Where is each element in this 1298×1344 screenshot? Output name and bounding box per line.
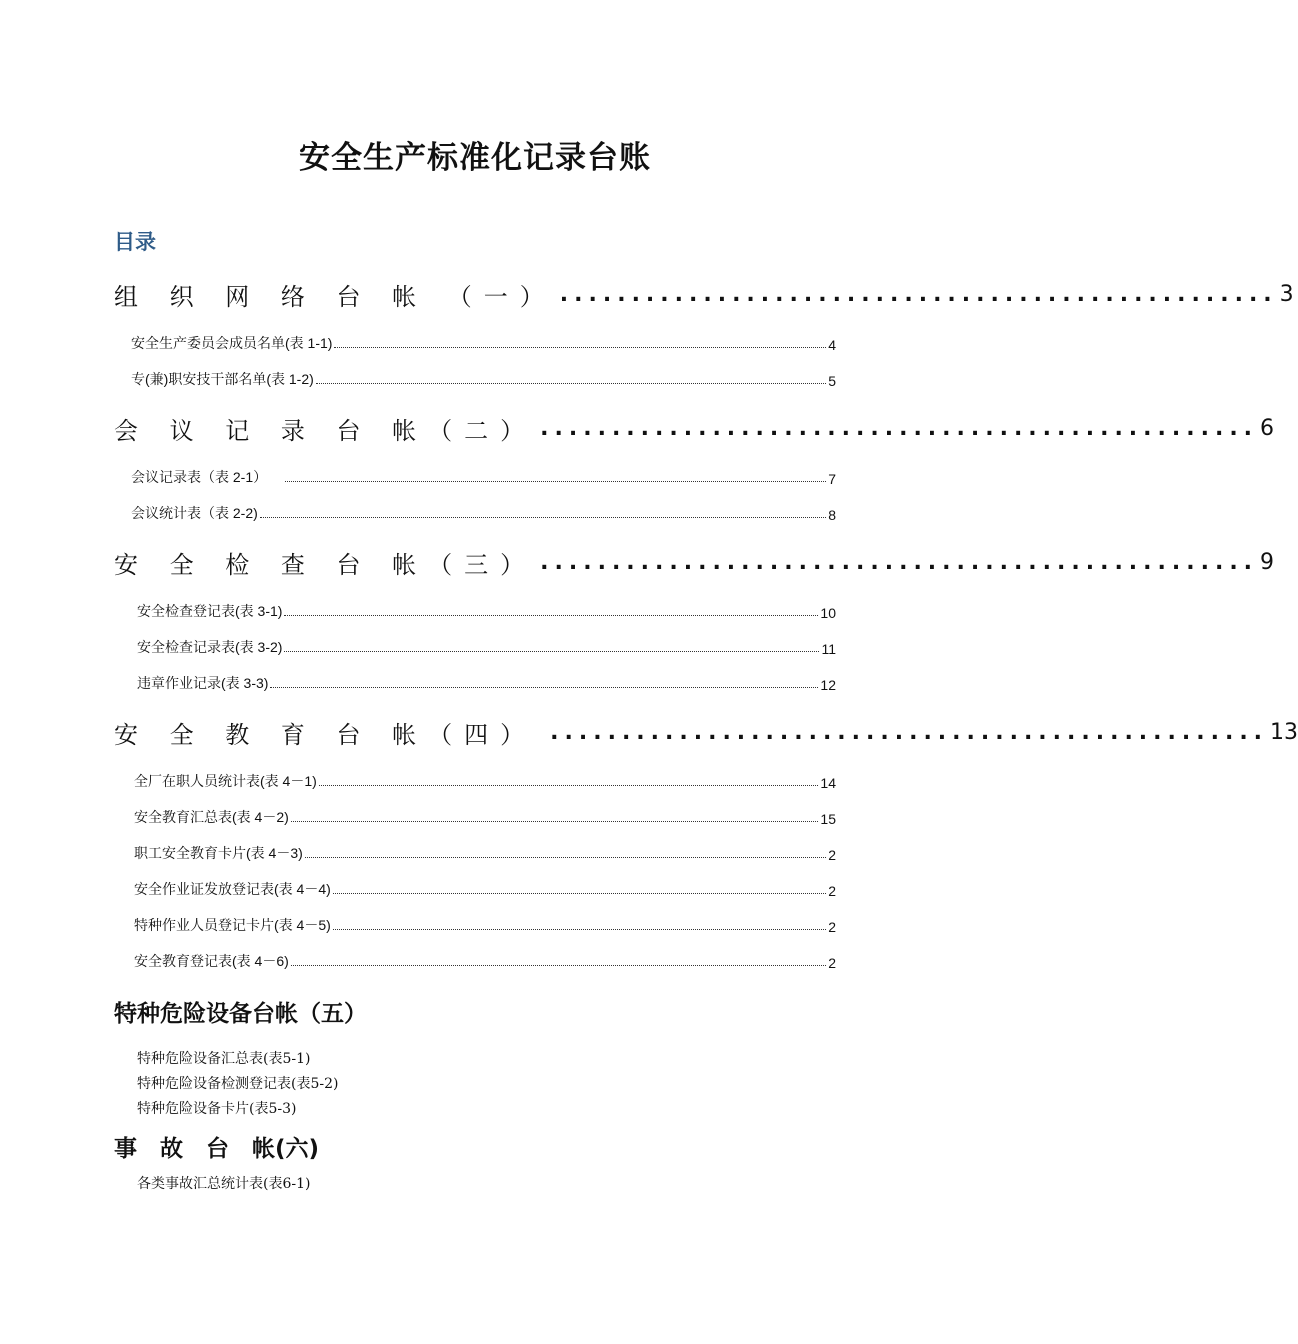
toc-entry-page: 2 (828, 847, 836, 863)
toc-entry-label: 安全检查记录表(表 3-2) (137, 639, 283, 655)
toc-section-page: 6 (1260, 415, 1275, 441)
toc-section-page: 3 (1279, 281, 1294, 307)
toc-item-5-3[interactable]: 特种危险设备卡片(表5-3) (137, 1101, 297, 1117)
dot-leader (316, 382, 826, 384)
toc-section-2[interactable] (114, 410, 1275, 446)
toc-heading: 目录 (114, 230, 156, 254)
toc-entry-4-1[interactable] (134, 769, 836, 791)
toc-entry-page: 2 (828, 955, 836, 971)
toc-entry-page: 12 (820, 677, 836, 693)
toc-section-label: 组 织 网 络 台 帐 （一） (114, 282, 556, 311)
dot-leader (291, 820, 819, 822)
toc-entry-page: 5 (828, 373, 836, 389)
dot-leader: .................................................. (550, 719, 1269, 745)
toc-section-label: 安 全 检 查 台 帐（三） (114, 550, 537, 579)
toc-section-3[interactable] (114, 544, 1275, 580)
toc-entry-1-1[interactable] (131, 331, 836, 353)
toc-entry-label: 安全教育登记表(表 4－6) (134, 953, 289, 969)
toc-entry-4-4[interactable] (134, 877, 836, 899)
toc-entry-label: 安全生产委员会成员名单(表 1-1) (131, 335, 333, 351)
toc-entry-page: 10 (820, 605, 836, 621)
toc-section-1[interactable] (114, 276, 1294, 312)
dot-leader: .................................................. (540, 415, 1259, 441)
toc-item-5-1[interactable]: 特种危险设备汇总表(表5-1) (137, 1051, 311, 1067)
toc-entry-label: 安全作业证发放登记表(表 4－4) (134, 881, 331, 897)
toc-entry-label: 安全教育汇总表(表 4－2) (134, 809, 289, 825)
dot-leader (284, 650, 819, 652)
dot-leader (334, 346, 826, 348)
toc-entry-label: 专(兼)职安技干部名单(表 1-2) (131, 371, 314, 387)
toc-entry-4-2[interactable] (134, 805, 836, 827)
toc-item-5-2[interactable]: 特种危险设备检测登记表(表5-2) (137, 1076, 339, 1092)
dot-leader (291, 964, 826, 966)
dot-leader: .................................................. (540, 549, 1259, 575)
toc-section-page: 9 (1260, 549, 1275, 575)
dot-leader (319, 784, 819, 786)
toc-entry-3-3[interactable] (137, 671, 836, 693)
dot-leader: .................................................. (559, 281, 1278, 307)
toc-section-5[interactable]: 特种危险设备台帐（五） (114, 1001, 367, 1027)
toc-entry-label: 违章作业记录(表 3-3) (137, 675, 269, 691)
dot-leader (333, 928, 826, 930)
toc-entry-page: 4 (828, 337, 836, 353)
toc-entry-page: 7 (828, 471, 836, 487)
toc-entry-label: 会议统计表（表 2-2) (131, 505, 258, 521)
toc-entry-page: 8 (828, 507, 836, 523)
toc-entry-label: 全厂在职人员统计表(表 4－1) (134, 773, 317, 789)
toc-section-6[interactable]: 事 故 台 帐(六) (114, 1136, 320, 1162)
toc-entry-page: 2 (828, 883, 836, 899)
toc-entry-4-3[interactable] (134, 841, 836, 863)
toc-section-label: 安 全 教 育 台 帐（四） (114, 720, 537, 749)
toc-entry-page: 15 (820, 811, 836, 827)
dot-leader (284, 614, 818, 616)
dot-leader (270, 686, 818, 688)
toc-entry-label: 职工安全教育卡片(表 4－3) (134, 845, 303, 861)
toc-item-6-1[interactable]: 各类事故汇总统计表(表6-1) (137, 1176, 311, 1192)
toc-entry-page: 14 (820, 775, 836, 791)
toc-entry-2-1[interactable] (131, 465, 836, 487)
toc-entry-label: 会议记录表（表 2-1） (131, 469, 268, 485)
toc-entry-2-2[interactable] (131, 501, 836, 523)
toc-entry-4-5[interactable] (134, 913, 836, 935)
dot-leader (333, 892, 826, 894)
toc-entry-page: 11 (821, 641, 836, 657)
toc-section-4[interactable] (114, 714, 1298, 750)
dot-leader (305, 856, 826, 858)
toc-entry-4-6[interactable] (134, 949, 836, 971)
toc-section-label: 会 议 记 录 台 帐（二） (114, 416, 537, 445)
toc-entry-3-2[interactable] (137, 635, 836, 657)
toc-entry-label: 特种作业人员登记卡片(表 4－5) (134, 917, 331, 933)
dot-leader (285, 480, 826, 482)
toc-entry-label: 安全检查登记表(表 3-1) (137, 603, 283, 619)
dot-leader (260, 516, 826, 518)
toc-entry-1-2[interactable] (131, 367, 836, 389)
toc-entry-page: 2 (828, 919, 836, 935)
document-title: 安全生产标准化记录台账 (299, 140, 651, 176)
toc-entry-3-1[interactable] (137, 599, 836, 621)
toc-section-page: 13 (1270, 719, 1298, 745)
